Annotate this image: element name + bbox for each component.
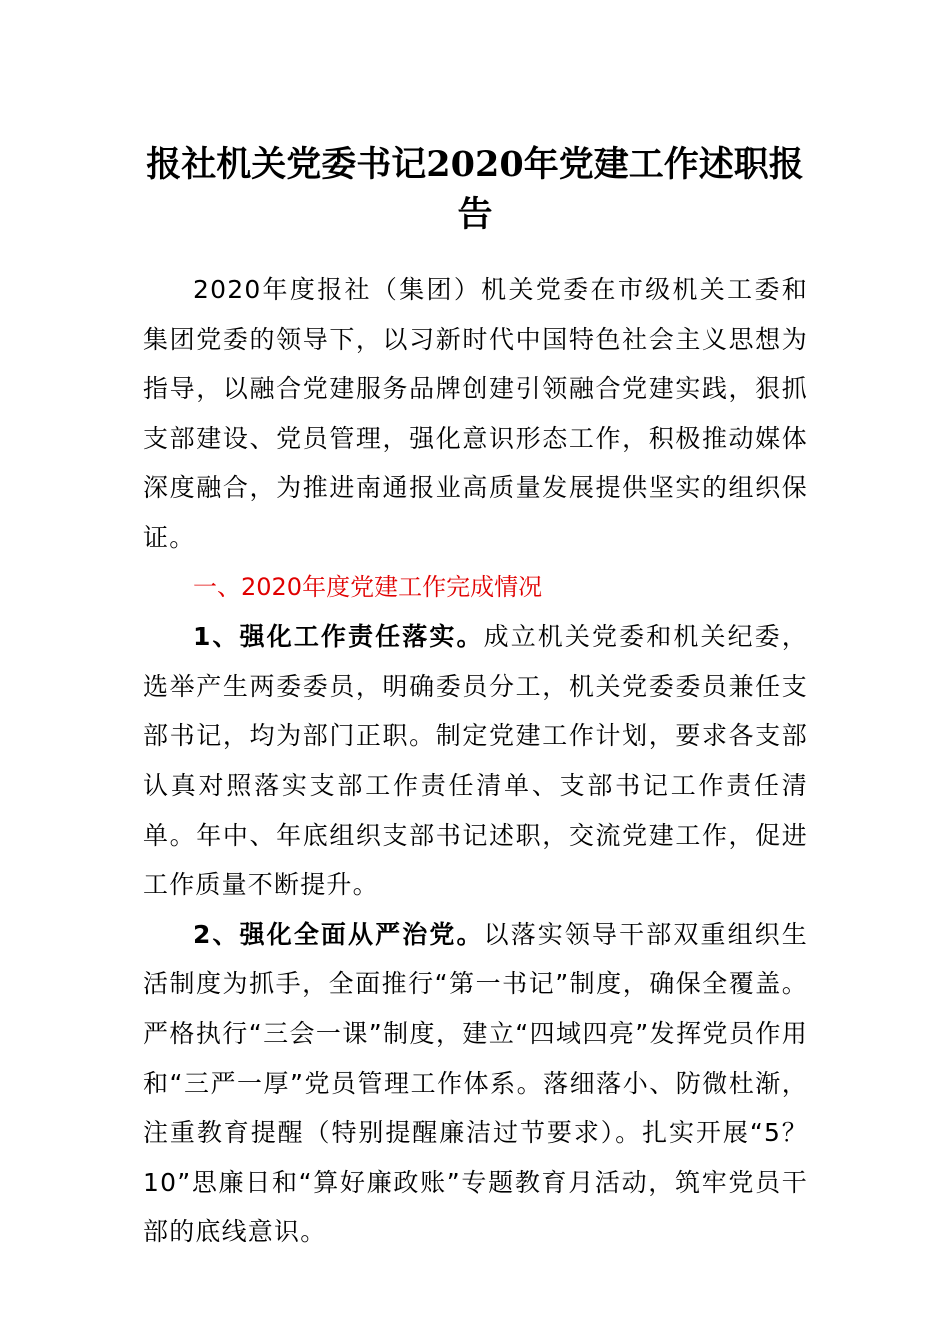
document-body: [143, 265, 808, 1257]
intro-paragraph: 2020年度报社（集团）机关党委在市级机关工委和集团党委的领导下，以习新时代中国特色社会主义思想为指导，以融合党建服务品牌创建引领融合党建实践，狠抓支部建设、党员管理，强化意识形态工作，积极推动媒体深度融合，为推进南通报业高质量发展提供坚实的组织保证。: [143, 275, 808, 552]
document-title: 报社机关党委书记2020年党建工作述职报告: [146, 144, 804, 235]
item-paragraph-1: [143, 612, 808, 910]
item-lead-2: 2、强化全面从严治党。: [193, 919, 484, 949]
item-text-1: 成立机关党委和机关纪委，选举产生两委委员，明确委员分工，机关党委委员兼任支部书记，均为部门正职。制定党建工作计划，要求各支部认真对照落实支部工作责任清单、支部书记工作责任清单。年中、年底组织支部书记述职，交流党建工作，促进工作质量不断提升。: [143, 622, 808, 900]
item-text-2: 以落实领导干部双重组织生活制度为抓手，全面推行“第一书记”制度，确保全覆盖。严格执行“三会一课”制度，建立“四域四亮”发挥党员作用和“三严一厚”党员管理工作体系。落细落小、防微杜渐，注重教育提醒（特别提醒廉洁过节要求）。扎实开展“5？10”思廉日和“算好廉政账”专题教育月活动，筑牢党员干部的底线意识。: [143, 919, 808, 1247]
item-paragraph-2: [143, 910, 808, 1257]
section-heading: 一、2020年度党建工作完成情况: [193, 572, 543, 601]
item-lead-1: 1、强化工作责任落实。: [193, 622, 484, 652]
